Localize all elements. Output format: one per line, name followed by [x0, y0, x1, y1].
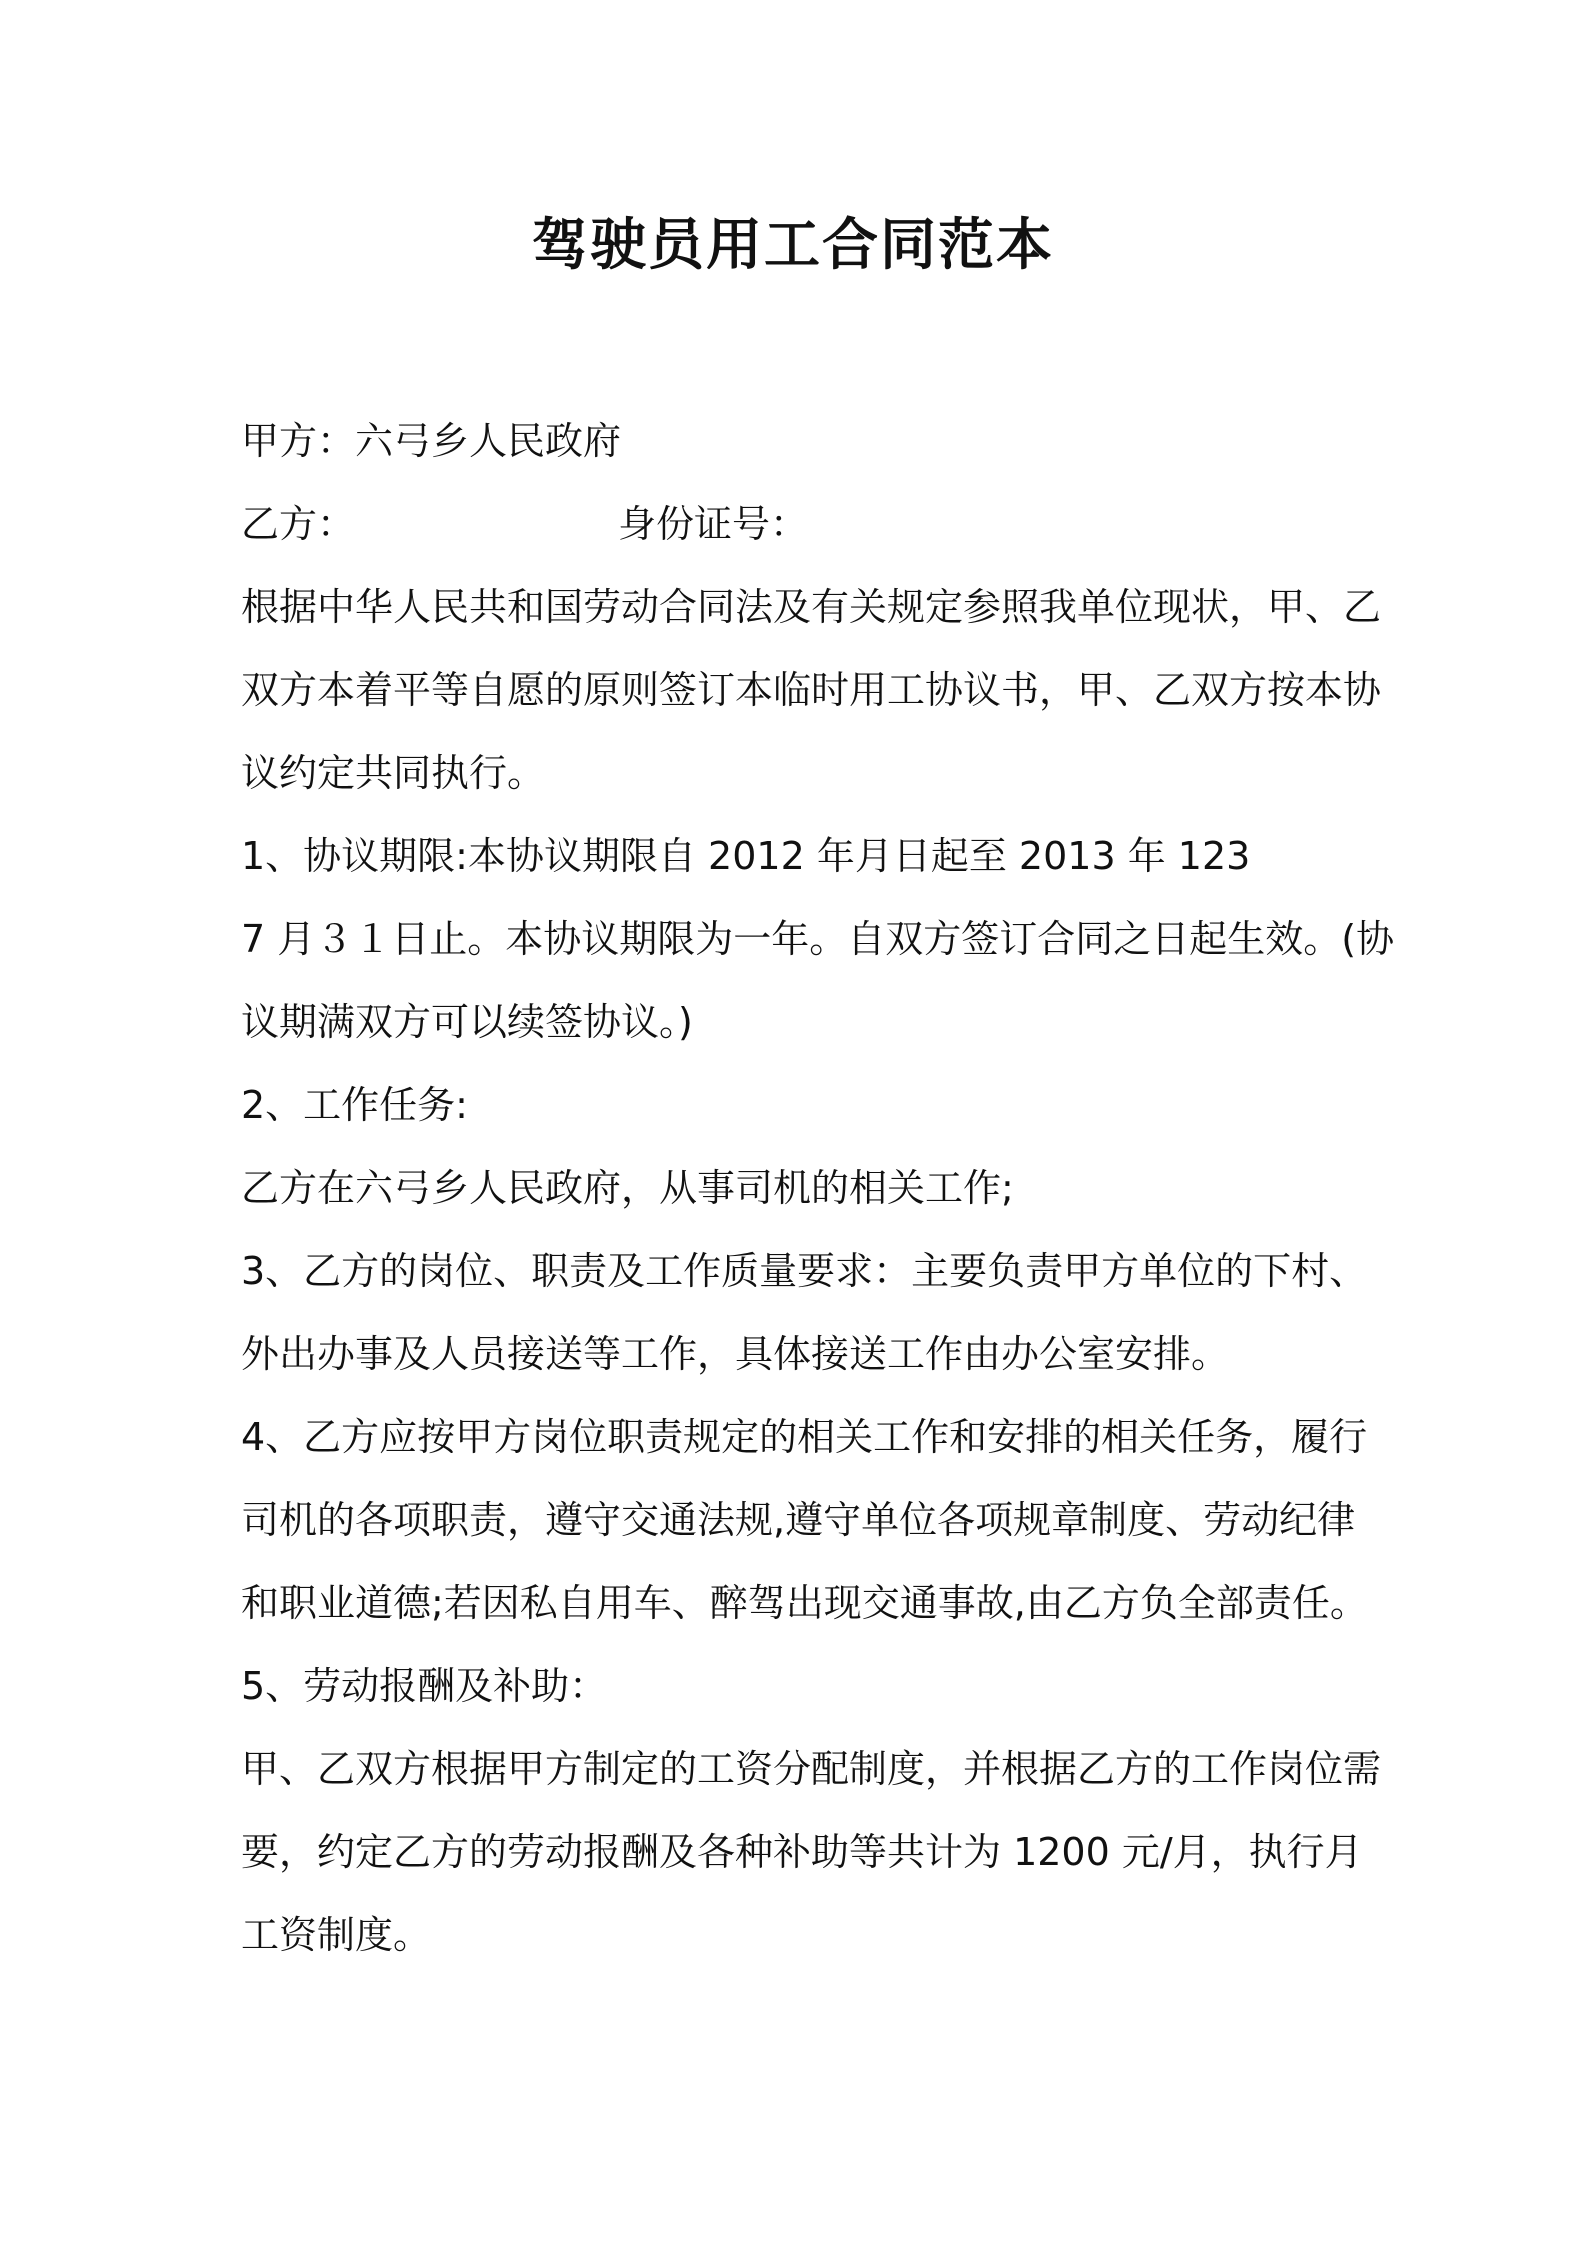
body-line: 议期满双方可以续签协议。)	[241, 1000, 693, 1044]
body-line: 双方本着平等自愿的原则签订本临时用工协议书，甲、乙双方按本协	[241, 668, 1382, 712]
body-line: 4、乙方应按甲方岗位职责规定的相关工作和安排的相关任务，履行	[241, 1415, 1368, 1459]
body-line: 根据中华人民共和国劳动合同法及有关规定参照我单位现状，甲、乙	[241, 585, 1382, 629]
document-body	[241, 400, 1395, 1977]
body-line: 3、乙方的岗位、职责及工作质量要求：主要负责甲方单位的下村、	[241, 1249, 1368, 1293]
party-a-line: 甲方：六弓乡人民政府	[241, 419, 622, 463]
body-line: 议约定共同执行。	[241, 751, 546, 795]
party-b-line	[241, 483, 1356, 566]
body-line: 外出办事及人员接送等工作，具体接送工作由办公室安排。	[241, 1332, 1230, 1376]
body-line: 1、协议期限:本协议期限自 2012 年月日起至 2013 年 123	[241, 834, 1251, 878]
body-line: 2、工作任务:	[241, 1083, 468, 1127]
body-line: 工资制度。	[241, 1913, 432, 1957]
body-line: 乙方在六弓乡人民政府，从事司机的相关工作;	[241, 1166, 1014, 1210]
body-line: 要，约定乙方的劳动报酬及各种补助等共计为 1200 元/月，执行月	[241, 1830, 1363, 1874]
body-line: 5、劳动报酬及补助：	[241, 1664, 608, 1708]
body-line: 司机的各项职责，遵守交通法规,遵守单位各项规章制度、劳动纪律	[241, 1498, 1356, 1542]
body-line: 7 月３１日止。本协议期限为一年。自双方签订合同之日起生效。(协	[241, 917, 1395, 961]
party-b-label: 乙方：	[241, 502, 356, 546]
body-line: 甲、乙双方根据甲方制定的工资分配制度，并根据乙方的工作岗位需	[241, 1747, 1382, 1791]
id-number-label: 身份证号：	[618, 502, 809, 546]
document-title: 驾驶员用工合同范本	[532, 213, 1054, 278]
body-line: 和职业道德;若因私自用车、醉驾出现交通事故,由乙方负全部责任。	[241, 1581, 1368, 1625]
